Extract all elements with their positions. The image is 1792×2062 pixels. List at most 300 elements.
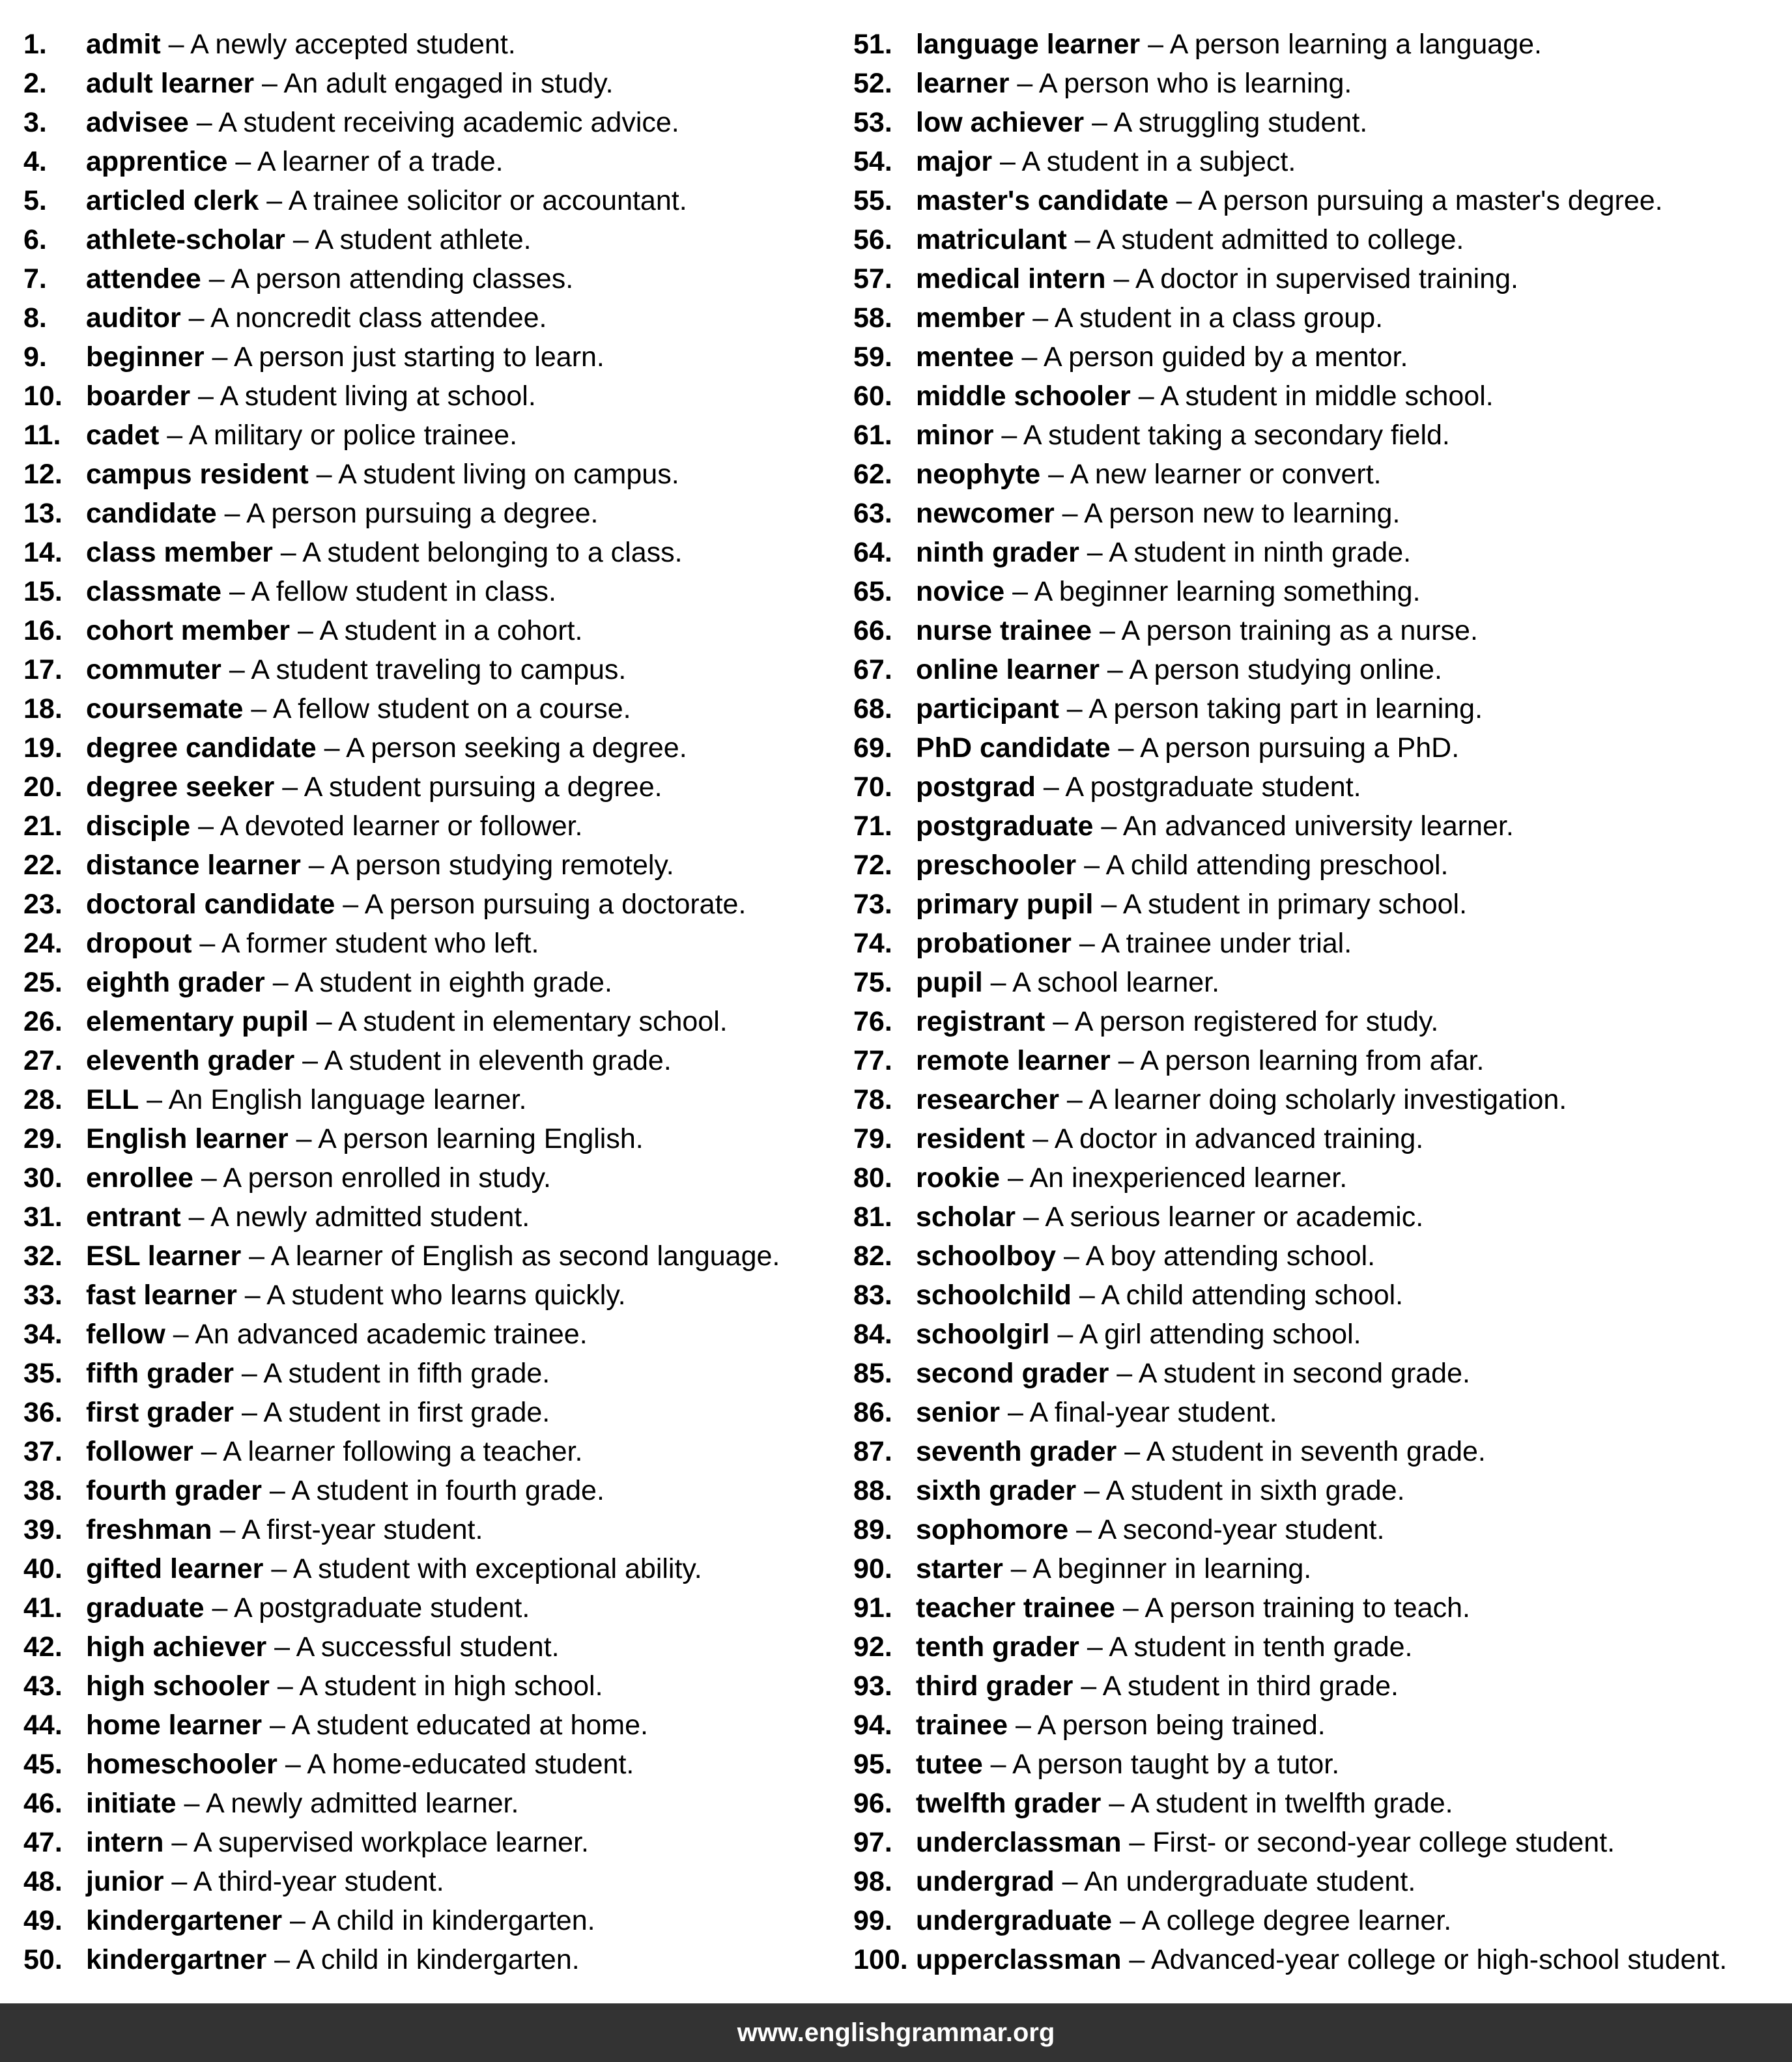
item-term: middle schooler: [916, 380, 1131, 412]
item-separator: –: [1003, 1553, 1033, 1584]
item-definition: A person pursuing a master's degree.: [1198, 185, 1663, 216]
item-separator: –: [1092, 615, 1122, 646]
item-separator: –: [308, 1006, 339, 1037]
item-number: 24.: [23, 928, 63, 959]
item-term: teacher trainee: [916, 1592, 1115, 1624]
item-term: fifth grader: [86, 1358, 234, 1389]
item-term: seventh grader: [916, 1436, 1117, 1467]
item-term: doctoral candidate: [86, 889, 335, 920]
item-number: 55.: [853, 185, 892, 216]
item-definition: A home-educated student.: [307, 1749, 634, 1780]
item-definition: A second-year student.: [1098, 1514, 1385, 1545]
item-separator: –: [1071, 1280, 1102, 1311]
item-term: eleventh grader: [86, 1045, 295, 1076]
item-term: postgraduate: [916, 810, 1094, 842]
list-item: [853, 1667, 1785, 1706]
list-item: [853, 1158, 1785, 1197]
footer-bar: [0, 2003, 1792, 2062]
item-definition: A person training as a nurse.: [1121, 615, 1478, 646]
list-item: [853, 259, 1785, 298]
list-item: [853, 728, 1785, 767]
list-item: [853, 1080, 1785, 1119]
item-separator: –: [282, 1905, 312, 1936]
item-number: 52.: [853, 68, 892, 99]
item-number: 36.: [23, 1397, 63, 1428]
item-definition: A child in kindergarten.: [296, 1944, 580, 1975]
item-definition: A student in eighth grade.: [294, 967, 612, 998]
item-term: undergrad: [916, 1866, 1055, 1897]
item-definition: A noncredit class attendee.: [210, 302, 547, 334]
item-term: high schooler: [86, 1670, 270, 1702]
item-number: 97.: [853, 1827, 892, 1858]
item-number: 3.: [23, 107, 47, 138]
item-term: sixth grader: [916, 1475, 1077, 1506]
item-definition: A student living on campus.: [338, 459, 679, 490]
item-term: candidate: [86, 498, 217, 529]
item-definition: A school learner.: [1012, 967, 1220, 998]
item-separator: –: [335, 889, 365, 920]
item-term: fourth grader: [86, 1475, 262, 1506]
item-separator: –: [1000, 1162, 1030, 1194]
list-item: [853, 767, 1785, 807]
item-definition: A fellow student on a course.: [272, 693, 631, 724]
item-number: 44.: [23, 1710, 63, 1741]
item-term: kindergartner: [86, 1944, 267, 1975]
item-separator: –: [1008, 1710, 1038, 1741]
item-number: 98.: [853, 1866, 892, 1897]
item-separator: –: [1076, 850, 1106, 881]
item-separator: –: [277, 1749, 307, 1780]
item-separator: –: [160, 29, 191, 60]
list-item: [853, 924, 1785, 963]
list-item: [853, 807, 1785, 846]
list-item: [23, 64, 844, 103]
item-number: 88.: [853, 1475, 892, 1506]
item-number: 74.: [853, 928, 892, 959]
item-number: 2.: [23, 68, 47, 99]
list-item: [23, 455, 844, 494]
list-item: [853, 1940, 1785, 1979]
list-item: [23, 1276, 844, 1315]
item-definition: A student in sixth grade.: [1105, 1475, 1405, 1506]
item-number: 10.: [23, 380, 63, 412]
item-term: entrant: [86, 1201, 181, 1233]
item-separator: –: [1068, 1514, 1098, 1545]
item-separator: –: [1105, 263, 1135, 294]
item-term: schoolchild: [916, 1280, 1072, 1311]
item-term: language learner: [916, 29, 1141, 60]
list-item: [23, 259, 844, 298]
item-definition: A newly admitted learner.: [206, 1788, 519, 1819]
item-separator: –: [1054, 498, 1085, 529]
item-definition: A beginner in learning.: [1032, 1553, 1312, 1584]
item-term: follower: [86, 1436, 193, 1467]
item-term: online learner: [916, 654, 1100, 685]
item-separator: –: [164, 1827, 193, 1858]
list-item: [23, 807, 844, 846]
item-definition: A student in seventh grade.: [1146, 1436, 1486, 1467]
item-separator: –: [1014, 341, 1044, 373]
item-number: 99.: [853, 1905, 892, 1936]
item-separator: –: [300, 850, 331, 881]
item-definition: A student receiving academic advice.: [218, 107, 679, 138]
item-definition: A former student who left.: [221, 928, 539, 959]
item-definition: A student pursuing a degree.: [304, 771, 662, 803]
item-term: fellow: [86, 1319, 165, 1350]
item-term: sophomore: [916, 1514, 1069, 1545]
item-definition: A person training to teach.: [1145, 1592, 1470, 1624]
item-definition: An inexperienced learner.: [1029, 1162, 1348, 1194]
item-term: adult learner: [86, 68, 255, 99]
item-number: 72.: [853, 850, 892, 881]
item-number: 92.: [853, 1631, 892, 1663]
item-term: graduate: [86, 1592, 205, 1624]
item-definition: A person learning English.: [318, 1123, 644, 1154]
item-separator: –: [1025, 302, 1055, 334]
item-term: rookie: [916, 1162, 1001, 1194]
list-item: [23, 1080, 844, 1119]
list-item: [853, 885, 1785, 924]
item-separator: –: [1093, 889, 1123, 920]
item-definition: A supervised workplace learner.: [193, 1827, 589, 1858]
item-number: 30.: [23, 1162, 63, 1194]
item-separator: –: [992, 146, 1022, 177]
item-separator: –: [259, 185, 289, 216]
item-number: 70.: [853, 771, 892, 803]
item-term: novice: [916, 576, 1005, 607]
item-separator: –: [264, 967, 295, 998]
item-term: eighth grader: [86, 967, 265, 998]
list-item: [23, 1940, 844, 1979]
item-definition: A student in third grade.: [1102, 1670, 1399, 1702]
item-definition: A person taking part in learning.: [1088, 693, 1483, 724]
item-separator: –: [982, 967, 1013, 998]
item-separator: –: [193, 1162, 223, 1194]
item-number: 26.: [23, 1006, 63, 1037]
list-item: [853, 1432, 1785, 1471]
item-definition: A person pursuing a degree.: [246, 498, 599, 529]
item-definition: A successful student.: [296, 1631, 560, 1663]
list-item: [853, 689, 1785, 728]
footer-url[interactable]: www.englishgrammar.org: [737, 2018, 1055, 2047]
item-number: 43.: [23, 1670, 63, 1702]
item-definition: A learner doing scholarly investigation.: [1088, 1084, 1567, 1115]
item-number: 17.: [23, 654, 63, 685]
item-term: matriculant: [916, 224, 1067, 255]
item-number: 23.: [23, 889, 63, 920]
item-term: resident: [916, 1123, 1025, 1154]
item-separator: –: [221, 576, 251, 607]
item-definition: A student in middle school.: [1160, 380, 1494, 412]
item-separator: –: [1121, 1827, 1153, 1858]
item-term: second grader: [916, 1358, 1109, 1389]
item-definition: An English language learner.: [168, 1084, 527, 1115]
list-item: [23, 1432, 844, 1471]
list-item: [853, 1745, 1785, 1784]
item-definition: A child attending preschool.: [1105, 850, 1449, 881]
item-separator: –: [176, 1788, 206, 1819]
item-definition: A student in eleventh grade.: [324, 1045, 672, 1076]
item-number: 46.: [23, 1788, 63, 1819]
item-term: distance learner: [86, 850, 301, 881]
item-term: beginner: [86, 341, 205, 373]
item-definition: A person taught by a tutor.: [1012, 1749, 1340, 1780]
item-number: 47.: [23, 1827, 63, 1858]
item-term: probationer: [916, 928, 1072, 959]
item-definition: A person enrolled in study.: [223, 1162, 551, 1194]
list-item: [23, 533, 844, 572]
list-item: [23, 220, 844, 259]
list-item: [23, 1237, 844, 1276]
item-number: 9.: [23, 341, 47, 373]
item-number: 40.: [23, 1553, 63, 1584]
item-separator: –: [1049, 1319, 1079, 1350]
item-definition: A student in tenth grade.: [1109, 1631, 1413, 1663]
item-separator: –: [1066, 224, 1097, 255]
item-definition: A military or police trainee.: [188, 420, 518, 451]
item-separator: –: [254, 68, 284, 99]
list-item: [23, 337, 844, 377]
list-item: [23, 846, 844, 885]
list-item: [853, 298, 1785, 337]
item-definition: A postgraduate student.: [1065, 771, 1361, 803]
item-term: kindergartener: [86, 1905, 283, 1936]
item-definition: A doctor in supervised training.: [1135, 263, 1518, 294]
item-definition: A child attending school.: [1101, 1280, 1404, 1311]
item-definition: A person new to learning.: [1084, 498, 1401, 529]
item-number: 67.: [853, 654, 892, 685]
list-item: [853, 103, 1785, 142]
item-number: 79.: [853, 1123, 892, 1154]
item-separator: –: [1040, 459, 1070, 490]
item-term: auditor: [86, 302, 181, 334]
list-item: [23, 1823, 844, 1862]
item-definition: A newly admitted student.: [210, 1201, 530, 1233]
item-number: 64.: [853, 537, 892, 568]
item-term: neophyte: [916, 459, 1041, 490]
list-item: [23, 1471, 844, 1510]
item-separator: –: [1015, 1201, 1045, 1233]
item-number: 45.: [23, 1749, 63, 1780]
item-term: learner: [916, 68, 1010, 99]
item-number: 96.: [853, 1788, 892, 1819]
item-term: boarder: [86, 380, 191, 412]
list-item: [23, 1041, 844, 1080]
item-number: 32.: [23, 1240, 63, 1272]
item-term: attendee: [86, 263, 201, 294]
item-term: schoolboy: [916, 1240, 1057, 1272]
item-term: degree candidate: [86, 732, 317, 764]
item-separator: –: [212, 1514, 242, 1545]
list-item: [23, 767, 844, 807]
list-item: [853, 494, 1785, 533]
list-item: [853, 533, 1785, 572]
list-item: [23, 1901, 844, 1940]
list-item: [853, 181, 1785, 220]
list-item: [853, 1276, 1785, 1315]
item-term: cadet: [86, 420, 160, 451]
item-term: junior: [86, 1866, 164, 1897]
list-item: [853, 1549, 1785, 1588]
item-separator: –: [201, 263, 231, 294]
item-number: 11.: [23, 420, 61, 451]
list-item: [853, 963, 1785, 1002]
item-definition: A beginner learning something.: [1034, 576, 1421, 607]
item-separator: –: [243, 693, 273, 724]
item-definition: A child in kindergarten.: [311, 1905, 595, 1936]
item-number: 94.: [853, 1710, 892, 1741]
item-separator: –: [1079, 1631, 1109, 1663]
item-separator: –: [192, 928, 221, 959]
item-separator: –: [1110, 1045, 1141, 1076]
list-item: [853, 64, 1785, 103]
item-number: 87.: [853, 1436, 892, 1467]
item-definition: A learner of English as second language.: [270, 1240, 780, 1272]
item-separator: –: [1121, 1944, 1151, 1975]
item-term: campus resident: [86, 459, 309, 490]
list-item: [853, 142, 1785, 181]
item-term: upperclassman: [916, 1944, 1122, 1975]
item-separator: –: [180, 302, 211, 334]
item-term: cohort member: [86, 615, 291, 646]
list-item: [853, 572, 1785, 611]
item-separator: –: [272, 537, 303, 568]
item-definition: A person registered for study.: [1074, 1006, 1439, 1037]
item-separator: –: [227, 146, 257, 177]
right-column: [853, 25, 1785, 1979]
item-separator: –: [1071, 928, 1102, 959]
item-number: 62.: [853, 459, 892, 490]
item-number: 57.: [853, 263, 892, 294]
list-item: [23, 611, 844, 650]
item-term: researcher: [916, 1084, 1059, 1115]
list-item: [23, 1002, 844, 1041]
list-item: [23, 377, 844, 416]
item-definition: A trainee under trial.: [1101, 928, 1352, 959]
item-separator: –: [188, 107, 219, 138]
list-item: [23, 1354, 844, 1393]
item-definition: A trainee solicitor or accountant.: [288, 185, 687, 216]
item-separator: –: [263, 1553, 293, 1584]
item-term: underclassman: [916, 1827, 1122, 1858]
item-separator: –: [285, 224, 315, 255]
item-term: undergraduate: [916, 1905, 1113, 1936]
list-item: [23, 1588, 844, 1627]
list-item: [23, 1197, 844, 1237]
item-term: degree seeker: [86, 771, 275, 803]
list-item: [23, 1745, 844, 1784]
item-definition: A fellow student in class.: [251, 576, 556, 607]
item-term: classmate: [86, 576, 221, 607]
item-number: 63.: [853, 498, 892, 529]
item-term: fast learner: [86, 1280, 237, 1311]
item-definition: A student with exceptional ability.: [292, 1553, 702, 1584]
item-separator: –: [274, 771, 304, 803]
item-number: 54.: [853, 146, 892, 177]
item-number: 78.: [853, 1084, 892, 1115]
item-separator: –: [1115, 1592, 1145, 1624]
item-term: twelfth grader: [916, 1788, 1102, 1819]
item-number: 60.: [853, 380, 892, 412]
list-item: [853, 1354, 1785, 1393]
item-term: home learner: [86, 1710, 263, 1741]
list-item: [23, 1706, 844, 1745]
item-number: 39.: [23, 1514, 63, 1545]
list-item: [853, 1823, 1785, 1862]
list-item: [23, 1315, 844, 1354]
item-number: 77.: [853, 1045, 892, 1076]
item-definition: A student educated at home.: [291, 1710, 648, 1741]
item-term: trainee: [916, 1710, 1008, 1741]
list-item: [23, 1862, 844, 1901]
item-number: 81.: [853, 1201, 892, 1233]
item-number: 65.: [853, 576, 892, 607]
item-separator: –: [1109, 1358, 1139, 1389]
item-number: 25.: [23, 967, 63, 998]
item-definition: A student belonging to a class.: [302, 537, 683, 568]
item-number: 93.: [853, 1670, 892, 1702]
item-number: 27.: [23, 1045, 63, 1076]
item-separator: –: [1073, 1670, 1103, 1702]
list-item: [853, 1393, 1785, 1432]
item-term: high achiever: [86, 1631, 267, 1663]
item-number: 13.: [23, 498, 63, 529]
item-definition: A person pursuing a doctorate.: [364, 889, 747, 920]
item-term: enrollee: [86, 1162, 193, 1194]
item-separator: –: [1000, 1397, 1030, 1428]
list-item: [853, 377, 1785, 416]
item-definition: A student in a class group.: [1054, 302, 1384, 334]
item-separator: –: [993, 420, 1023, 451]
item-term: newcomer: [916, 498, 1055, 529]
item-term: starter: [916, 1553, 1003, 1584]
item-number: 15.: [23, 576, 63, 607]
list-item: [23, 572, 844, 611]
item-definition: A newly accepted student.: [190, 29, 516, 60]
item-separator: –: [241, 1240, 271, 1272]
item-separator: –: [139, 1084, 169, 1115]
item-definition: A learner following a teacher.: [223, 1436, 583, 1467]
item-definition: A student in ninth grade.: [1109, 537, 1412, 568]
item-number: 85.: [853, 1358, 892, 1389]
item-separator: –: [308, 459, 339, 490]
item-separator: –: [1168, 185, 1199, 216]
item-definition: A person seeking a degree.: [346, 732, 687, 764]
list-item: [853, 220, 1785, 259]
item-definition: A person learning a language.: [1169, 29, 1542, 60]
item-separator: –: [1009, 68, 1039, 99]
item-definition: A person pursuing a PhD.: [1140, 732, 1460, 764]
item-term: ninth grader: [916, 537, 1079, 568]
item-number: 58.: [853, 302, 892, 334]
item-term: participant: [916, 693, 1059, 724]
item-definition: A person attending classes.: [231, 263, 574, 294]
item-definition: A new learner or convert.: [1070, 459, 1382, 490]
item-definition: A person being trained.: [1037, 1710, 1326, 1741]
item-term: medical intern: [916, 263, 1106, 294]
list-item: [23, 1784, 844, 1823]
item-definition: A person studying online.: [1129, 654, 1442, 685]
item-definition: A college degree learner.: [1141, 1905, 1452, 1936]
item-definition: A person studying remotely.: [330, 850, 674, 881]
list-item: [23, 1158, 844, 1197]
item-number: 71.: [853, 810, 892, 842]
list-item: [853, 1706, 1785, 1745]
list-item: [23, 885, 844, 924]
item-separator: –: [1101, 1788, 1131, 1819]
item-number: 35.: [23, 1358, 63, 1389]
item-separator: –: [1059, 1084, 1089, 1115]
